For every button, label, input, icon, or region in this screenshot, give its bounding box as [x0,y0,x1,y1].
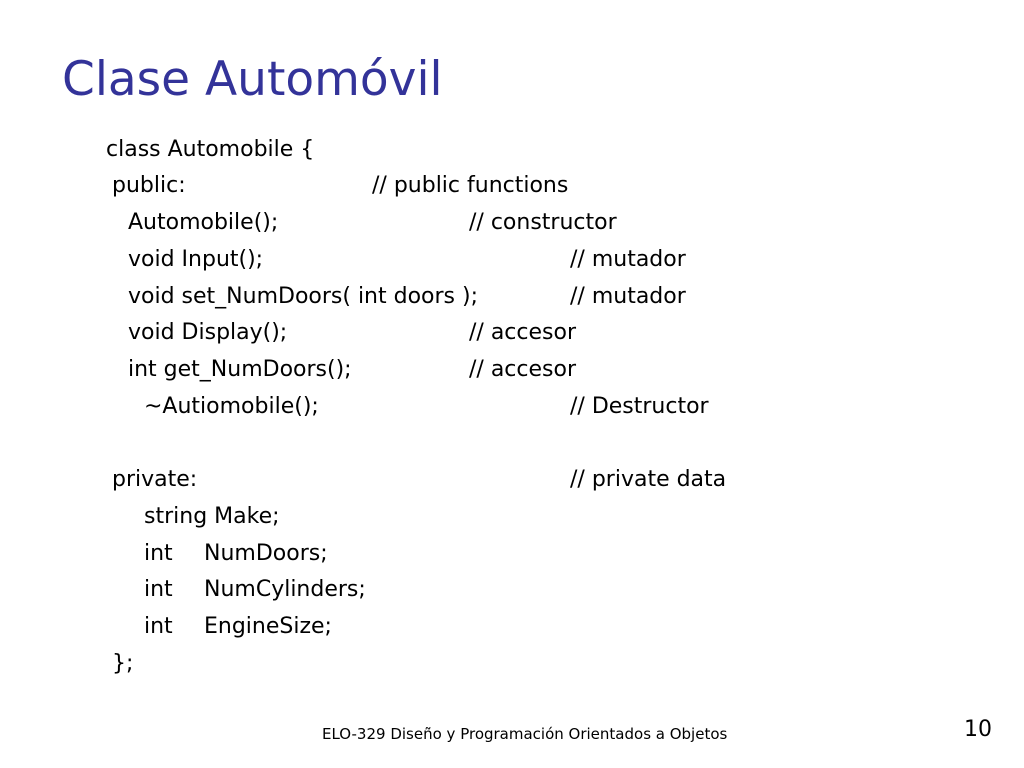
code-constructor-comment: // constructor [469,210,617,235]
code-enginesize-type: int [144,614,173,639]
slide-title: Clase Automóvil [62,52,443,107]
code-display-comment: // accesor [469,320,576,345]
code-numdoors-name: NumDoors; [204,541,328,566]
code-set-numdoors-comment: // mutador [570,284,686,309]
page-number: 10 [964,717,992,742]
code-class-open: class Automobile { [106,137,315,162]
code-get-numdoors: int get_NumDoors(); [128,357,352,382]
code-numcylinders-name: NumCylinders; [204,577,366,602]
code-numcylinders-type: int [144,577,173,602]
code-constructor: Automobile(); [128,210,279,235]
slide-footer: ELO-329 Diseño y Programación Orientados a Objetos [322,725,728,743]
code-destructor-comment: // Destructor [570,394,709,419]
code-class-close: }; [112,651,134,676]
code-display: void Display(); [128,320,288,345]
code-private-label: private: [112,467,198,492]
code-get-numdoors-comment: // accesor [469,357,576,382]
code-input: void Input(); [128,247,264,272]
code-private-comment: // private data [570,467,727,492]
code-numdoors-type: int [144,541,173,566]
code-destructor: ~Autiomobile(); [144,394,319,419]
code-public-comment: // public functions [372,173,569,198]
code-input-comment: // mutador [570,247,686,272]
code-set-numdoors: void set_NumDoors( int doors ); [128,284,479,309]
code-public-label: public: [112,173,186,198]
code-enginesize-name: EngineSize; [204,614,332,639]
code-make-member: string Make; [144,504,280,529]
